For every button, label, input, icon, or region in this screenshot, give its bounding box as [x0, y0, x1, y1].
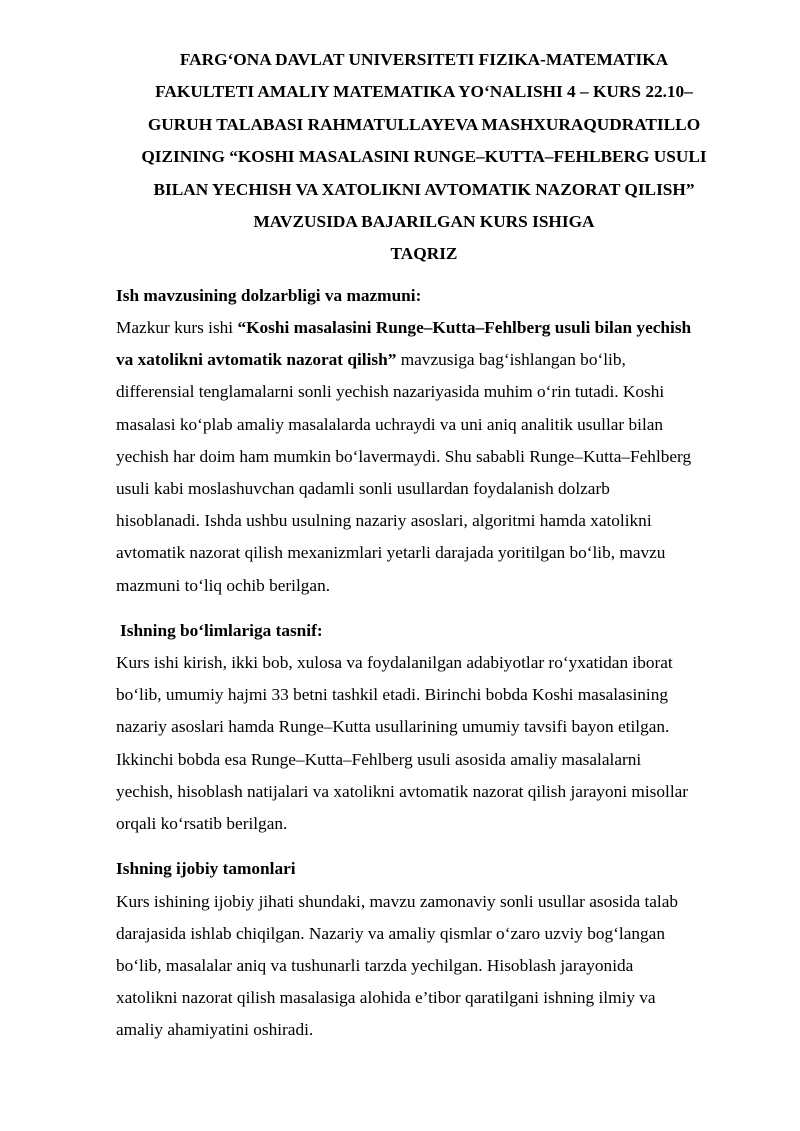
paragraph-line: orqali ko‘rsatib berilgan.: [116, 814, 288, 834]
text-run: mavzusiga bag‘ishlangan bo‘lib,: [396, 350, 626, 370]
paragraph-line: usuli kabi moslashuvchan qadamli sonli usullardan foydalanish dolzarb: [116, 479, 610, 499]
text-run: Mazkur kurs ishi: [116, 318, 238, 338]
paragraph-line: hisoblanadi. Ishda ushbu usulning nazariy asoslari, algoritmi hamda xatolikni: [116, 511, 652, 531]
paragraph-line: differensial tenglamalarni sonli yechish nazariyasida muhim o‘rin tutadi. Koshi: [116, 382, 665, 402]
section-structure: [116, 615, 742, 840]
paragraph-line: darajasida ishlab chiqilgan. Nazariy va amaliy qismlar o‘zaro uzviy bog‘langan: [116, 923, 665, 943]
paragraph-line: amaliy ahamiyatini oshiradi.: [116, 1020, 314, 1040]
paragraph-line: Kurs ishi kirish, ikki bob, xulosa va foydalanilgan adabiyotlar ro‘yxatidan iborat: [116, 653, 673, 673]
paragraph-line: yechish, hisoblash natijalari va xatolikni avtomatik nazorat qilish jarayoni misollar: [116, 781, 689, 801]
paragraph-line: yechish har doim ham mumkin bo‘lavermaydi. Shu sababli Runge–Kutta–Fehlberg: [116, 446, 692, 466]
document-title: [106, 44, 742, 271]
title-line: BILAN YECHISH VA XATOLIKNI AVTOMATIK NAZORAT QILISH”: [153, 179, 695, 199]
topic-title-bold: va xatolikni avtomatik nazorat qilish”: [116, 350, 397, 370]
paragraph-line: masalasi ko‘plab amaliy masalalarda uchraydi va uni aniq analitik usullar bilan: [116, 414, 664, 434]
section-heading: Ishning ijobiy tamonlari: [116, 859, 296, 879]
paragraph-line: Kurs ishining ijobiy jihati shundaki, mavzu zamonaviy sonli usullar asosida talab: [116, 891, 679, 911]
title-line: QIZINING “KOSHI MASALASINI RUNGE–KUTTA–FEHLBERG USULI: [141, 147, 707, 167]
topic-title-bold: “Koshi masalasini Runge–Kutta–Fehlberg usuli bilan yechish: [237, 318, 692, 338]
paragraph-line: mazmuni to‘liq ochib berilgan.: [116, 575, 331, 595]
section-heading: Ishning bo‘limlariga tasnif:: [120, 620, 323, 640]
section-strengths: [116, 853, 742, 1046]
title-line: MAVZUSIDA BAJARILGAN KURS ISHIGA: [253, 212, 595, 232]
title-line: GURUH TALABASI RAHMATULLAYEVA MASHXURAQUDRATILLO: [147, 114, 701, 134]
paragraph-line: bo‘lib, umumiy hajmi 33 betni tashkil etadi. Birinchi bobda Koshi masalasining: [116, 685, 668, 705]
paragraph-line: avtomatik nazorat qilish mexanizmlari yetarli darajada yoritilgan bo‘lib, mavzu: [116, 543, 666, 563]
paragraph-line: bo‘lib, masalalar aniq va tushunarli tarzda yechilgan. Hisoblash jarayonida: [116, 955, 634, 975]
paragraph-line: [116, 344, 742, 376]
section-heading: Ish mavzusining dolzarbligi va mazmuni:: [116, 285, 422, 305]
section-relevance: [116, 280, 742, 602]
paragraph-line: Ikkinchi bobda esa Runge–Kutta–Fehlberg usuli asosida amaliy masalalarni: [116, 749, 642, 769]
paragraph-line: nazariy asoslari hamda Runge–Kutta usullarining umumiy tavsifi bayon etilgan.: [116, 717, 670, 737]
title-line: FAKULTETI AMALIY MATEMATIKA YO‘NALISHI 4 – KURS 22.10–: [155, 82, 693, 102]
paragraph-line: [116, 312, 742, 344]
paragraph-line: xatolikni nazorat qilish masalasiga alohida e’tibor qaratilgani ishning ilmiy va: [116, 988, 656, 1008]
review-label: TAQRIZ: [390, 244, 458, 264]
title-line: FARG‘ONA DAVLAT UNIVERSITETI FIZIKA-MATEMATIKA: [179, 50, 669, 69]
